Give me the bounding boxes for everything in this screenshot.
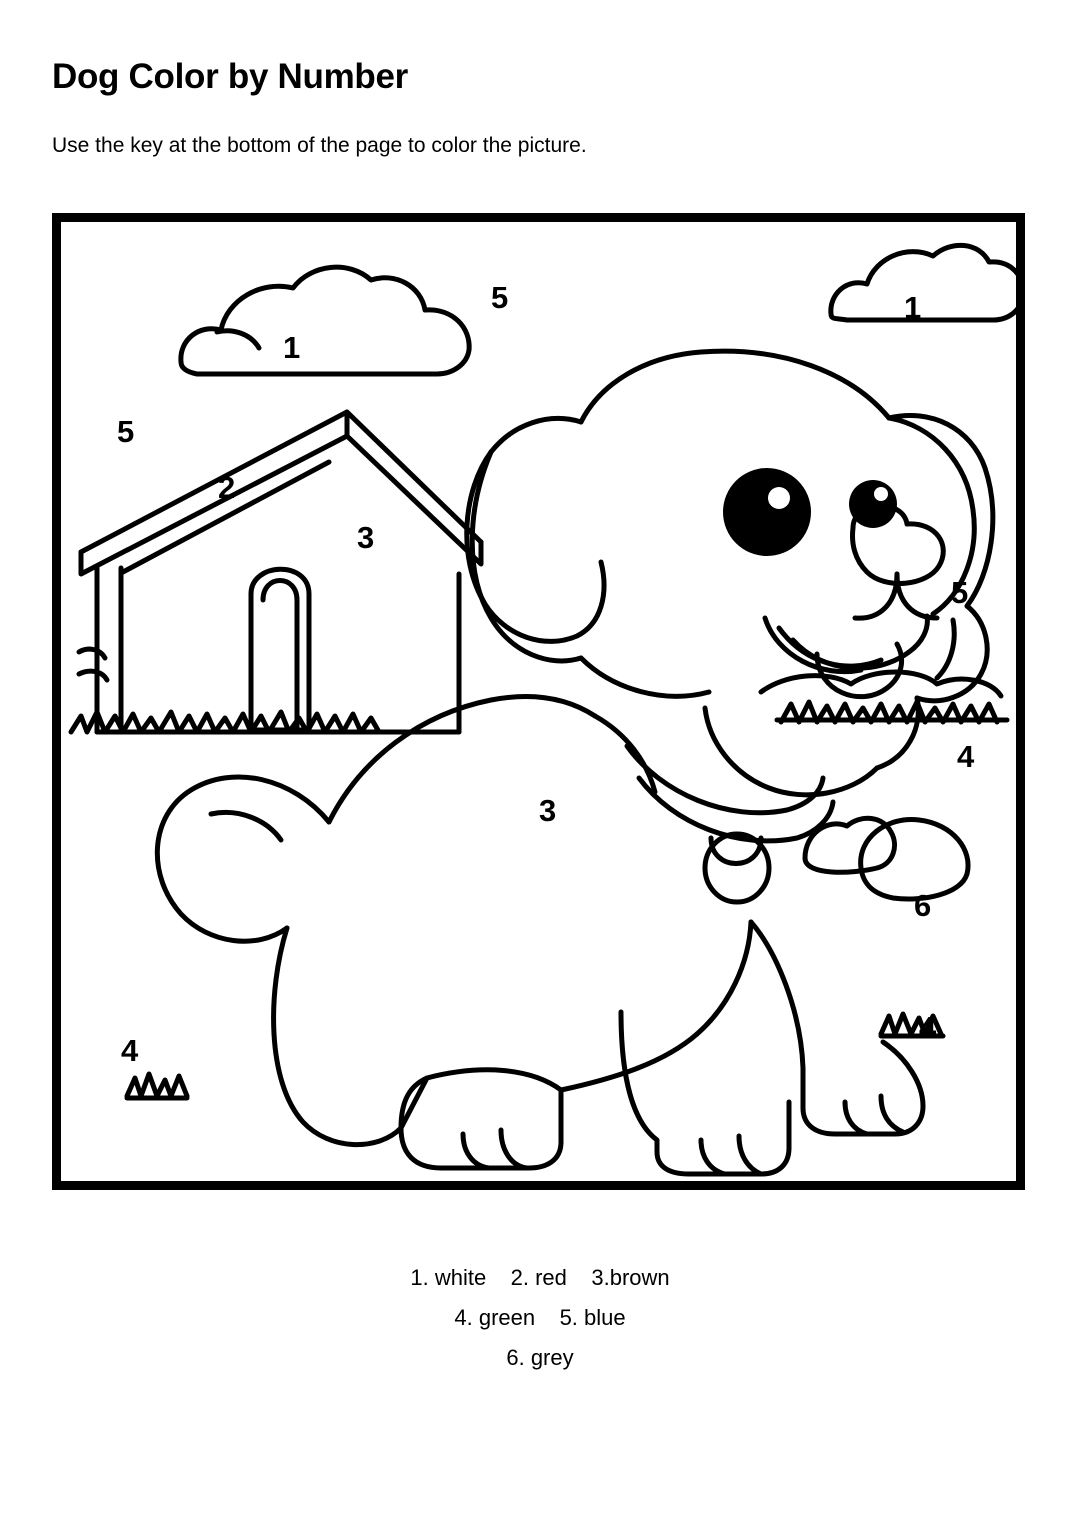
region-number: 5 <box>491 280 509 315</box>
region-number: 3 <box>357 520 375 555</box>
color-key <box>0 1258 1080 1378</box>
instructions-text: Use the key at the bottom of the page to color the picture. <box>52 134 587 157</box>
region-number: 5 <box>951 575 969 610</box>
color-key-item: 1. white <box>410 1265 487 1290</box>
color-key-item: 4. green <box>454 1305 536 1330</box>
color-key-item: 3.brown <box>591 1265 670 1290</box>
coloring-canvas <box>61 222 1016 1181</box>
key-spacer <box>486 1265 510 1290</box>
region-number: 6 <box>914 888 932 923</box>
key-spacer <box>535 1305 559 1330</box>
region-number: 4 <box>121 1033 139 1068</box>
key-spacer <box>567 1265 591 1290</box>
dog-line-art <box>61 222 1016 1181</box>
region-number: 5 <box>117 414 135 449</box>
color-key-row <box>0 1298 1080 1338</box>
color-key-item: 6. grey <box>506 1345 574 1370</box>
color-key-item: 2. red <box>510 1265 567 1290</box>
region-number: 3 <box>539 793 557 828</box>
region-number: 1 <box>904 290 922 325</box>
region-number: 4 <box>919 1010 937 1045</box>
region-number: 2 <box>218 470 236 505</box>
color-key-row <box>0 1258 1080 1298</box>
region-number: 4 <box>957 739 975 774</box>
page-title: Dog Color by Number <box>52 57 408 96</box>
picture-frame <box>52 213 1025 1190</box>
region-number: 1 <box>283 330 301 365</box>
color-key-item: 5. blue <box>559 1305 626 1330</box>
color-key-row <box>0 1338 1080 1378</box>
